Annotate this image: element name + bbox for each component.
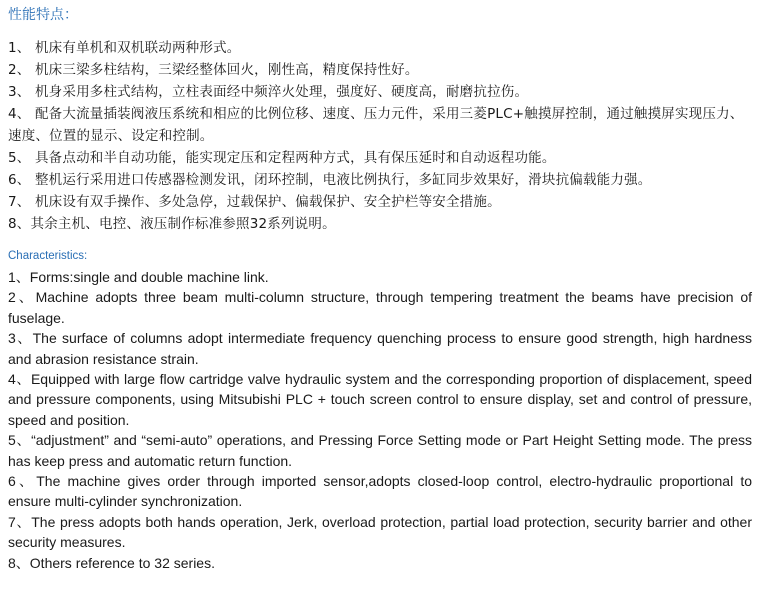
cn-feature-item: 2、 机床三梁多柱结构，三梁经整体回火，刚性高，精度保持性好。 bbox=[8, 62, 419, 78]
cn-section-title: 性能特点： bbox=[8, 7, 78, 23]
cn-feature-item: 6、 整机运行采用进口传感器检测发讯，闭环控制，电液比例执行，多缸同步效果好，滑块抗偏载能力强。 bbox=[8, 172, 652, 188]
en-feature-item: 8、Others reference to 32 series. bbox=[8, 554, 215, 571]
cn-feature-item: 3、 机身采用多柱式结构，立柱表面经中频淬火处理，强度好、硬度高，耐磨抗拉伤。 bbox=[8, 84, 529, 100]
en-feature-list bbox=[8, 267, 752, 573]
cn-feature-item: 4、 配备大流量插装阀液压系统和相应的比例位移、速度、压力元件，采用三菱PLC+触摸屏控制，通过触摸屏实现压力、速度、位置的显示、设定和控制。 bbox=[8, 106, 744, 144]
en-feature-item: 4、Equipped with large flow cartridge valve hydraulic system and the corresponding proportion of displacement, speed and pressure components, using Mitsubishi PLC + touch screen control to ensure display, set and control of pressure, speed and position. bbox=[8, 371, 752, 428]
cn-feature-item: 1、 机床有单机和双机联动两种形式。 bbox=[8, 40, 241, 56]
en-feature-item: 5、“adjustment” and “semi-auto” operations, and Pressing Force Setting mode or Part Height Setting mode. The press has keep press and automatic return function. bbox=[8, 432, 752, 469]
en-feature-item: 3、The surface of columns adopt intermediate frequency quenching process to ensure good strength, high hardness and abrasion resistance strain. bbox=[8, 330, 752, 367]
cn-feature-item: 5、 具备点动和半自动功能，能实现定压和定程两种方式，具有保压延时和自动返程功能。 bbox=[8, 150, 556, 166]
en-feature-item: 6、The machine gives order through imported sensor,adopts closed-loop control, electro-hydraulic proportional to ensure multi-cylinder synchronization. bbox=[8, 473, 752, 510]
en-feature-item: 1、Forms:single and double machine link. bbox=[8, 269, 269, 285]
cn-feature-item: 7、 机床设有双手操作、多处急停，过载保护、偏载保护、安全护栏等安全措施。 bbox=[8, 194, 501, 210]
en-section-title: Characteristics: bbox=[8, 250, 88, 262]
en-feature-item: 7、The press adopts both hands operation, Jerk, overload protection, partial load protection, security barrier and other security measures. bbox=[8, 513, 752, 551]
cn-feature-item: 8、其余主机、电控、液压制作标准参照32系列说明。 bbox=[8, 216, 336, 232]
en-feature-item: 2、Machine adopts three beam multi-column structure, through tempering treatment the beams have precision of fuselage. bbox=[8, 289, 752, 326]
cn-feature-list bbox=[8, 37, 752, 235]
